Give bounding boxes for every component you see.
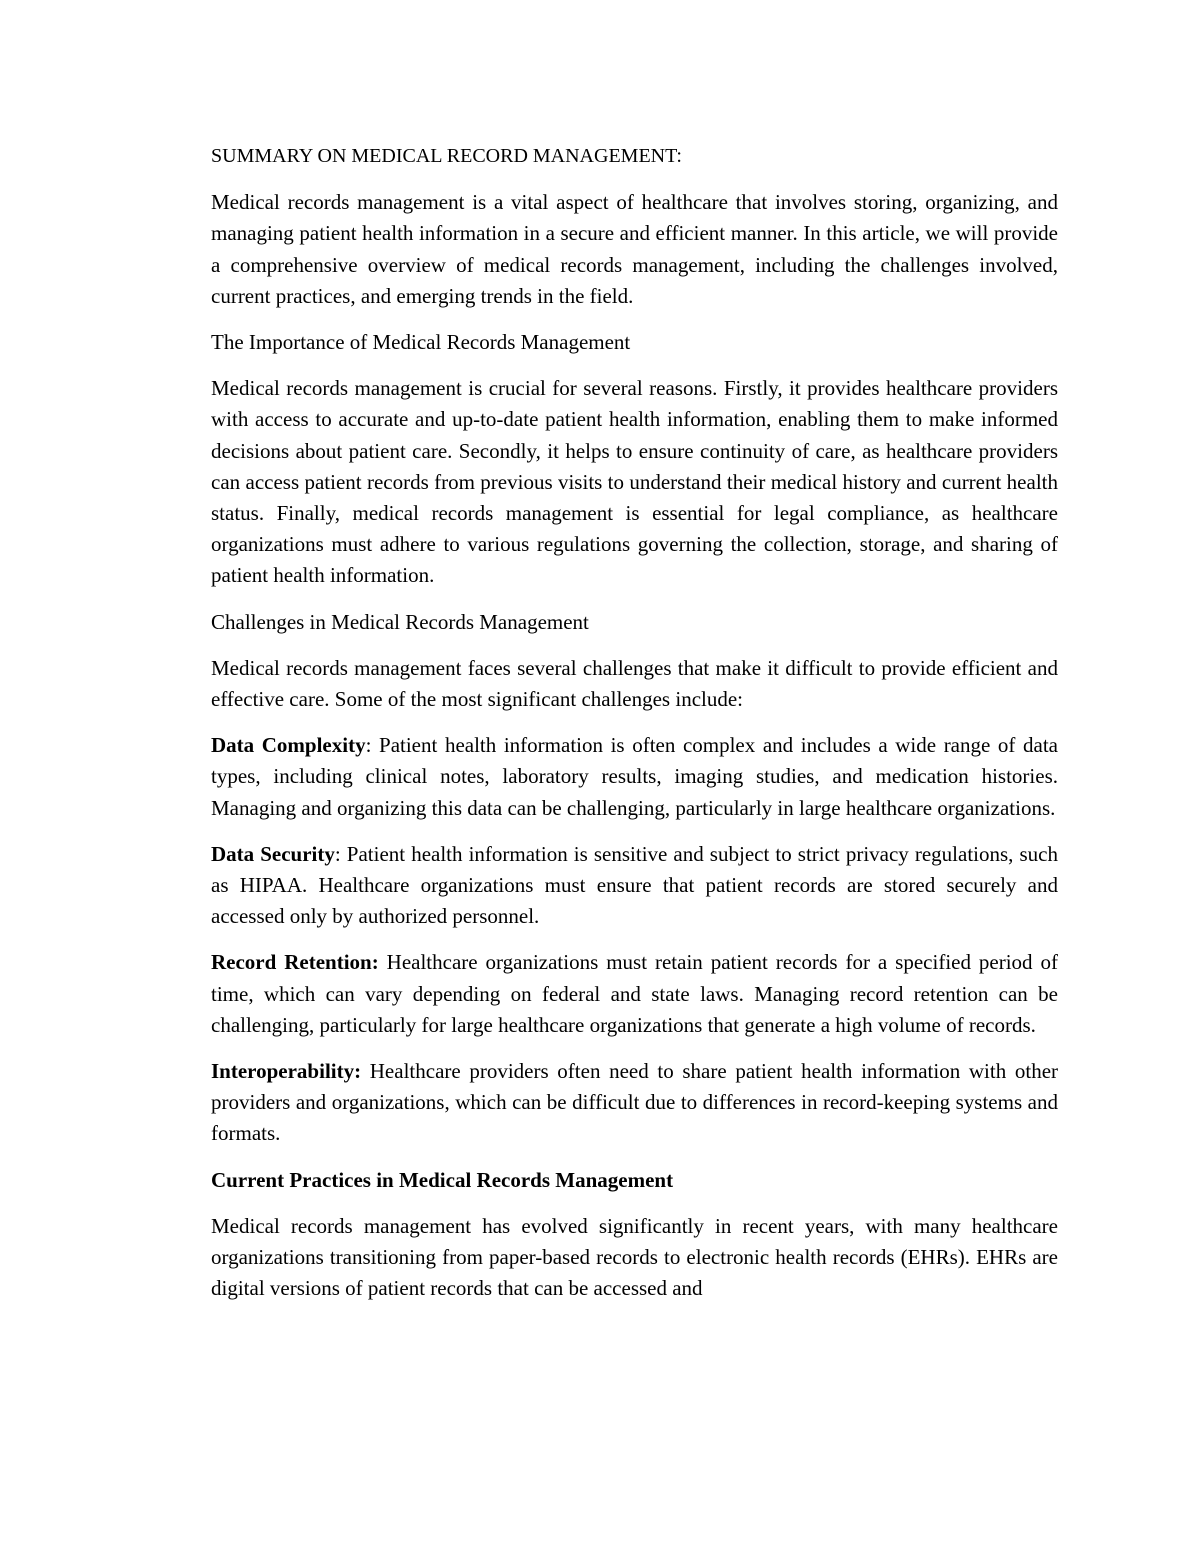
practices-heading: Current Practices in Medical Records Management bbox=[211, 1167, 674, 1192]
challenges-heading: Challenges in Medical Records Management bbox=[211, 609, 589, 634]
challenge-item bbox=[211, 730, 1058, 824]
importance-paragraph: Medical records management is crucial for several reasons. Firstly, it provides healthcare providers with access to accurate and up-to-date patient health information, enabling them to make informed decisions about patient care. Secondly, it helps to ensure continuity of care, as healthcare providers can access patient records from previous visits to understand their medical history and current health status. Finally, medical records management is essential for legal compliance, as healthcare organizations must adhere to various regulations governing the collection, storage, and sharing of patient health information. bbox=[211, 376, 1058, 588]
challenge-separator: : bbox=[365, 733, 380, 758]
challenge-separator: : bbox=[334, 841, 347, 866]
challenge-term: Interoperability: bbox=[211, 1059, 362, 1084]
challenge-term: Data Complexity bbox=[211, 733, 366, 758]
importance-heading: The Importance of Medical Records Management bbox=[211, 330, 631, 355]
challenge-text: Patient health information is sensitive and subject to strict privacy regulations, such as HIPAA. Healthcare organizations must ensure that patient records are stored securely and accessed only by authorized personnel. bbox=[211, 841, 1058, 929]
challenge-item bbox=[211, 947, 1058, 1041]
challenge-separator bbox=[361, 1059, 370, 1083]
challenge-separator bbox=[379, 950, 387, 974]
document-page bbox=[211, 141, 1058, 1320]
challenge-text: Healthcare organizations must retain patient records for a specified period of time, which can vary depending on federal and state laws. Managing record retention can be challenging, particularly for large healthcare organizations that generate a high volume of records. bbox=[211, 950, 1058, 1037]
document-title: SUMMARY ON MEDICAL RECORD MANAGEMENT: bbox=[211, 145, 682, 167]
challenge-text: Healthcare providers often need to share patient health information with other providers and organizations, which can be difficult due to differences in record-keeping systems and formats. bbox=[211, 1059, 1059, 1146]
challenge-item bbox=[211, 839, 1058, 933]
challenges-intro-paragraph: Medical records management faces several challenges that make it difficult to provide efficient and effective care. Some of the most significant challenges include: bbox=[211, 655, 1058, 712]
practices-paragraph: Medical records management has evolved significantly in recent years, with many healthcare organizations transitioning from paper-based records to electronic health records (EHRs). EHRs are digital versions of patient records that can be accessed and bbox=[211, 1213, 1058, 1301]
challenge-term: Record Retention: bbox=[211, 950, 379, 975]
challenge-item bbox=[211, 1056, 1058, 1150]
intro-paragraph: Medical records management is a vital aspect of healthcare that involves storing, organizing, and managing patient health information in a secure and efficient manner. In this article, we will provide a comprehensive overview of medical records management, including the challenges involved, current practices, and emerging trends in the field. bbox=[211, 190, 1058, 308]
challenge-text: Patient health information is often complex and includes a wide range of data types, including clinical notes, laboratory results, imaging studies, and medication histories. Managing and organizing this data can be challenging, particularly in large healthcare organizations. bbox=[211, 733, 1058, 820]
challenge-term: Data Security bbox=[211, 841, 335, 866]
